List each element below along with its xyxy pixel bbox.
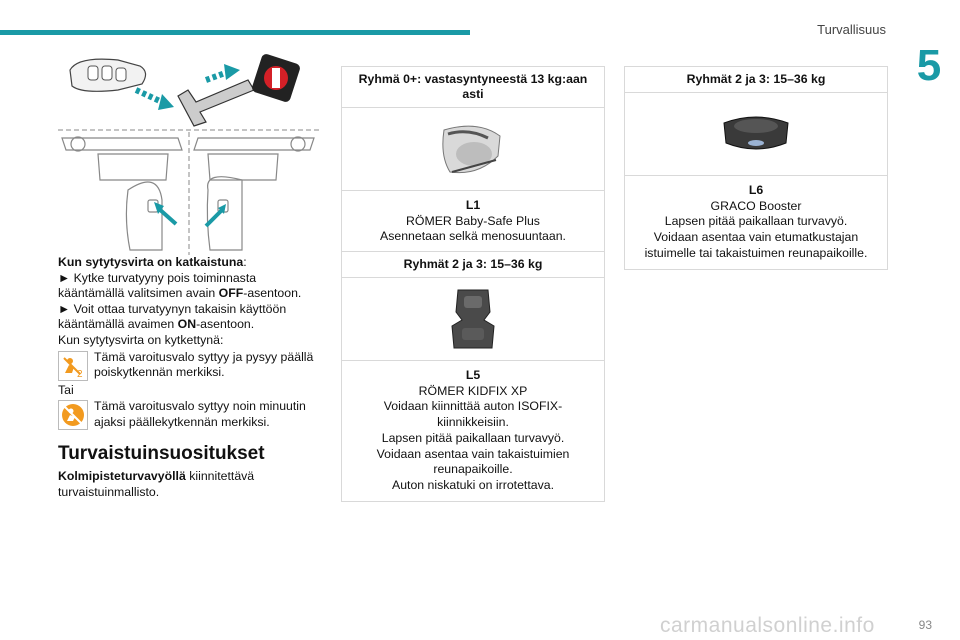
seat-note: Voidaan asentaa vain takaistuimien reunapaikoille. — [376, 446, 570, 477]
booster-seat-backrest-icon — [448, 286, 498, 352]
page-number: 93 — [918, 618, 932, 632]
card-body — [625, 176, 887, 269]
reactivate-step: ► Voit ottaa turvatyynyn takaisin käyttöön kääntämällä avaimen ON-asentoon. — [58, 301, 287, 332]
card-body — [342, 361, 604, 501]
section-heading: Turvaistuinsuositukset — [58, 442, 265, 464]
seat-model: RÖMER Baby-Safe Plus — [406, 213, 540, 228]
seat-card-l5 — [341, 251, 605, 502]
airbag-on-warning-icon — [58, 400, 88, 430]
left-column — [58, 50, 320, 500]
seat-code: L5 — [465, 368, 481, 382]
seat-note: Lapsen pitää paikallaan turvavyö. — [381, 430, 565, 445]
airbag-key-illustration — [58, 50, 320, 255]
card-body — [342, 191, 604, 252]
booster-cushion-icon — [716, 109, 796, 159]
kidfix-seat-image — [342, 278, 604, 361]
warning-text-2: Tämä varoitusvalo syttyy noin minuutin ajaksi päällekytkennän merkiksi. — [94, 399, 306, 429]
seat-card-l1 — [341, 66, 605, 253]
seat-model: RÖMER KIDFIX XP — [418, 383, 528, 398]
seat-note: Auton niskatuki on irrotettava. — [392, 477, 554, 492]
airbag-off-warning-icon — [58, 351, 88, 381]
three-point-belt-note: Kolmipisteturvavyöllä kiinnitettävä turvaistuinmallisto. — [58, 469, 255, 499]
chapter-number: 5 — [916, 41, 942, 90]
seat-note: Voidaan kiinnittää auton ISOFIX-kiinnikkeisiin. — [383, 399, 563, 430]
or-label: Tai — [58, 382, 74, 397]
svg-text:2: 2 — [77, 368, 83, 379]
header-accent-bar — [0, 30, 470, 35]
warning-text-1: Tämä varoitusvalo syttyy ja pysyy päällä poiskytkennän merkiksi. — [94, 349, 314, 380]
seat-note: Asennetaan selkä menosuuntaan. — [380, 229, 566, 244]
seat-note: Lapsen pitää paikallaan turvavyö. — [664, 214, 848, 229]
airbag-off-switch-icon — [251, 53, 301, 103]
key-fob-icon — [70, 59, 146, 91]
infant-carrier-image — [342, 108, 604, 191]
card-group-heading: Ryhmät 2 ja 3: 15–36 kg — [625, 67, 887, 93]
seat-note: Voidaan asentaa vain etumatkustajan istuimelle tai takaistuimen reunapaikoille. — [644, 230, 868, 260]
infant-carrier-icon — [438, 116, 508, 182]
seat-model: GRACO Booster — [710, 198, 802, 213]
card-group-heading: Ryhmä 0+: vastasyntyneestä 13 kg:aan asti — [342, 67, 604, 108]
ignition-on-label: Kun sytytysvirta on kytkettynä: — [58, 332, 224, 347]
ignition-off-label: Kun sytytysvirta on katkaistuna: — [58, 255, 247, 269]
key-blade-icon — [178, 80, 254, 126]
door-panel-right-icon — [194, 137, 314, 250]
seat-code: L6 — [748, 183, 764, 197]
door-panel-left-icon — [62, 137, 182, 250]
watermark: carmanualsonline.info — [660, 614, 875, 637]
warning-row-1 — [58, 350, 320, 381]
seat-code: L1 — [465, 198, 481, 212]
section-title: Turvallisuus — [817, 22, 886, 37]
graco-booster-image — [625, 93, 887, 176]
deactivate-step: ► Kytke turvatyyny pois toiminnasta kääntämällä valitsimen avain OFF-asentoon. — [58, 270, 302, 301]
airbag-switch-illustration — [58, 50, 320, 255]
card-group-heading: Ryhmät 2 ja 3: 15–36 kg — [342, 252, 604, 278]
airbag-instructions — [58, 255, 320, 500]
warning-row-2 — [58, 399, 320, 430]
seat-card-l6 — [624, 66, 888, 270]
